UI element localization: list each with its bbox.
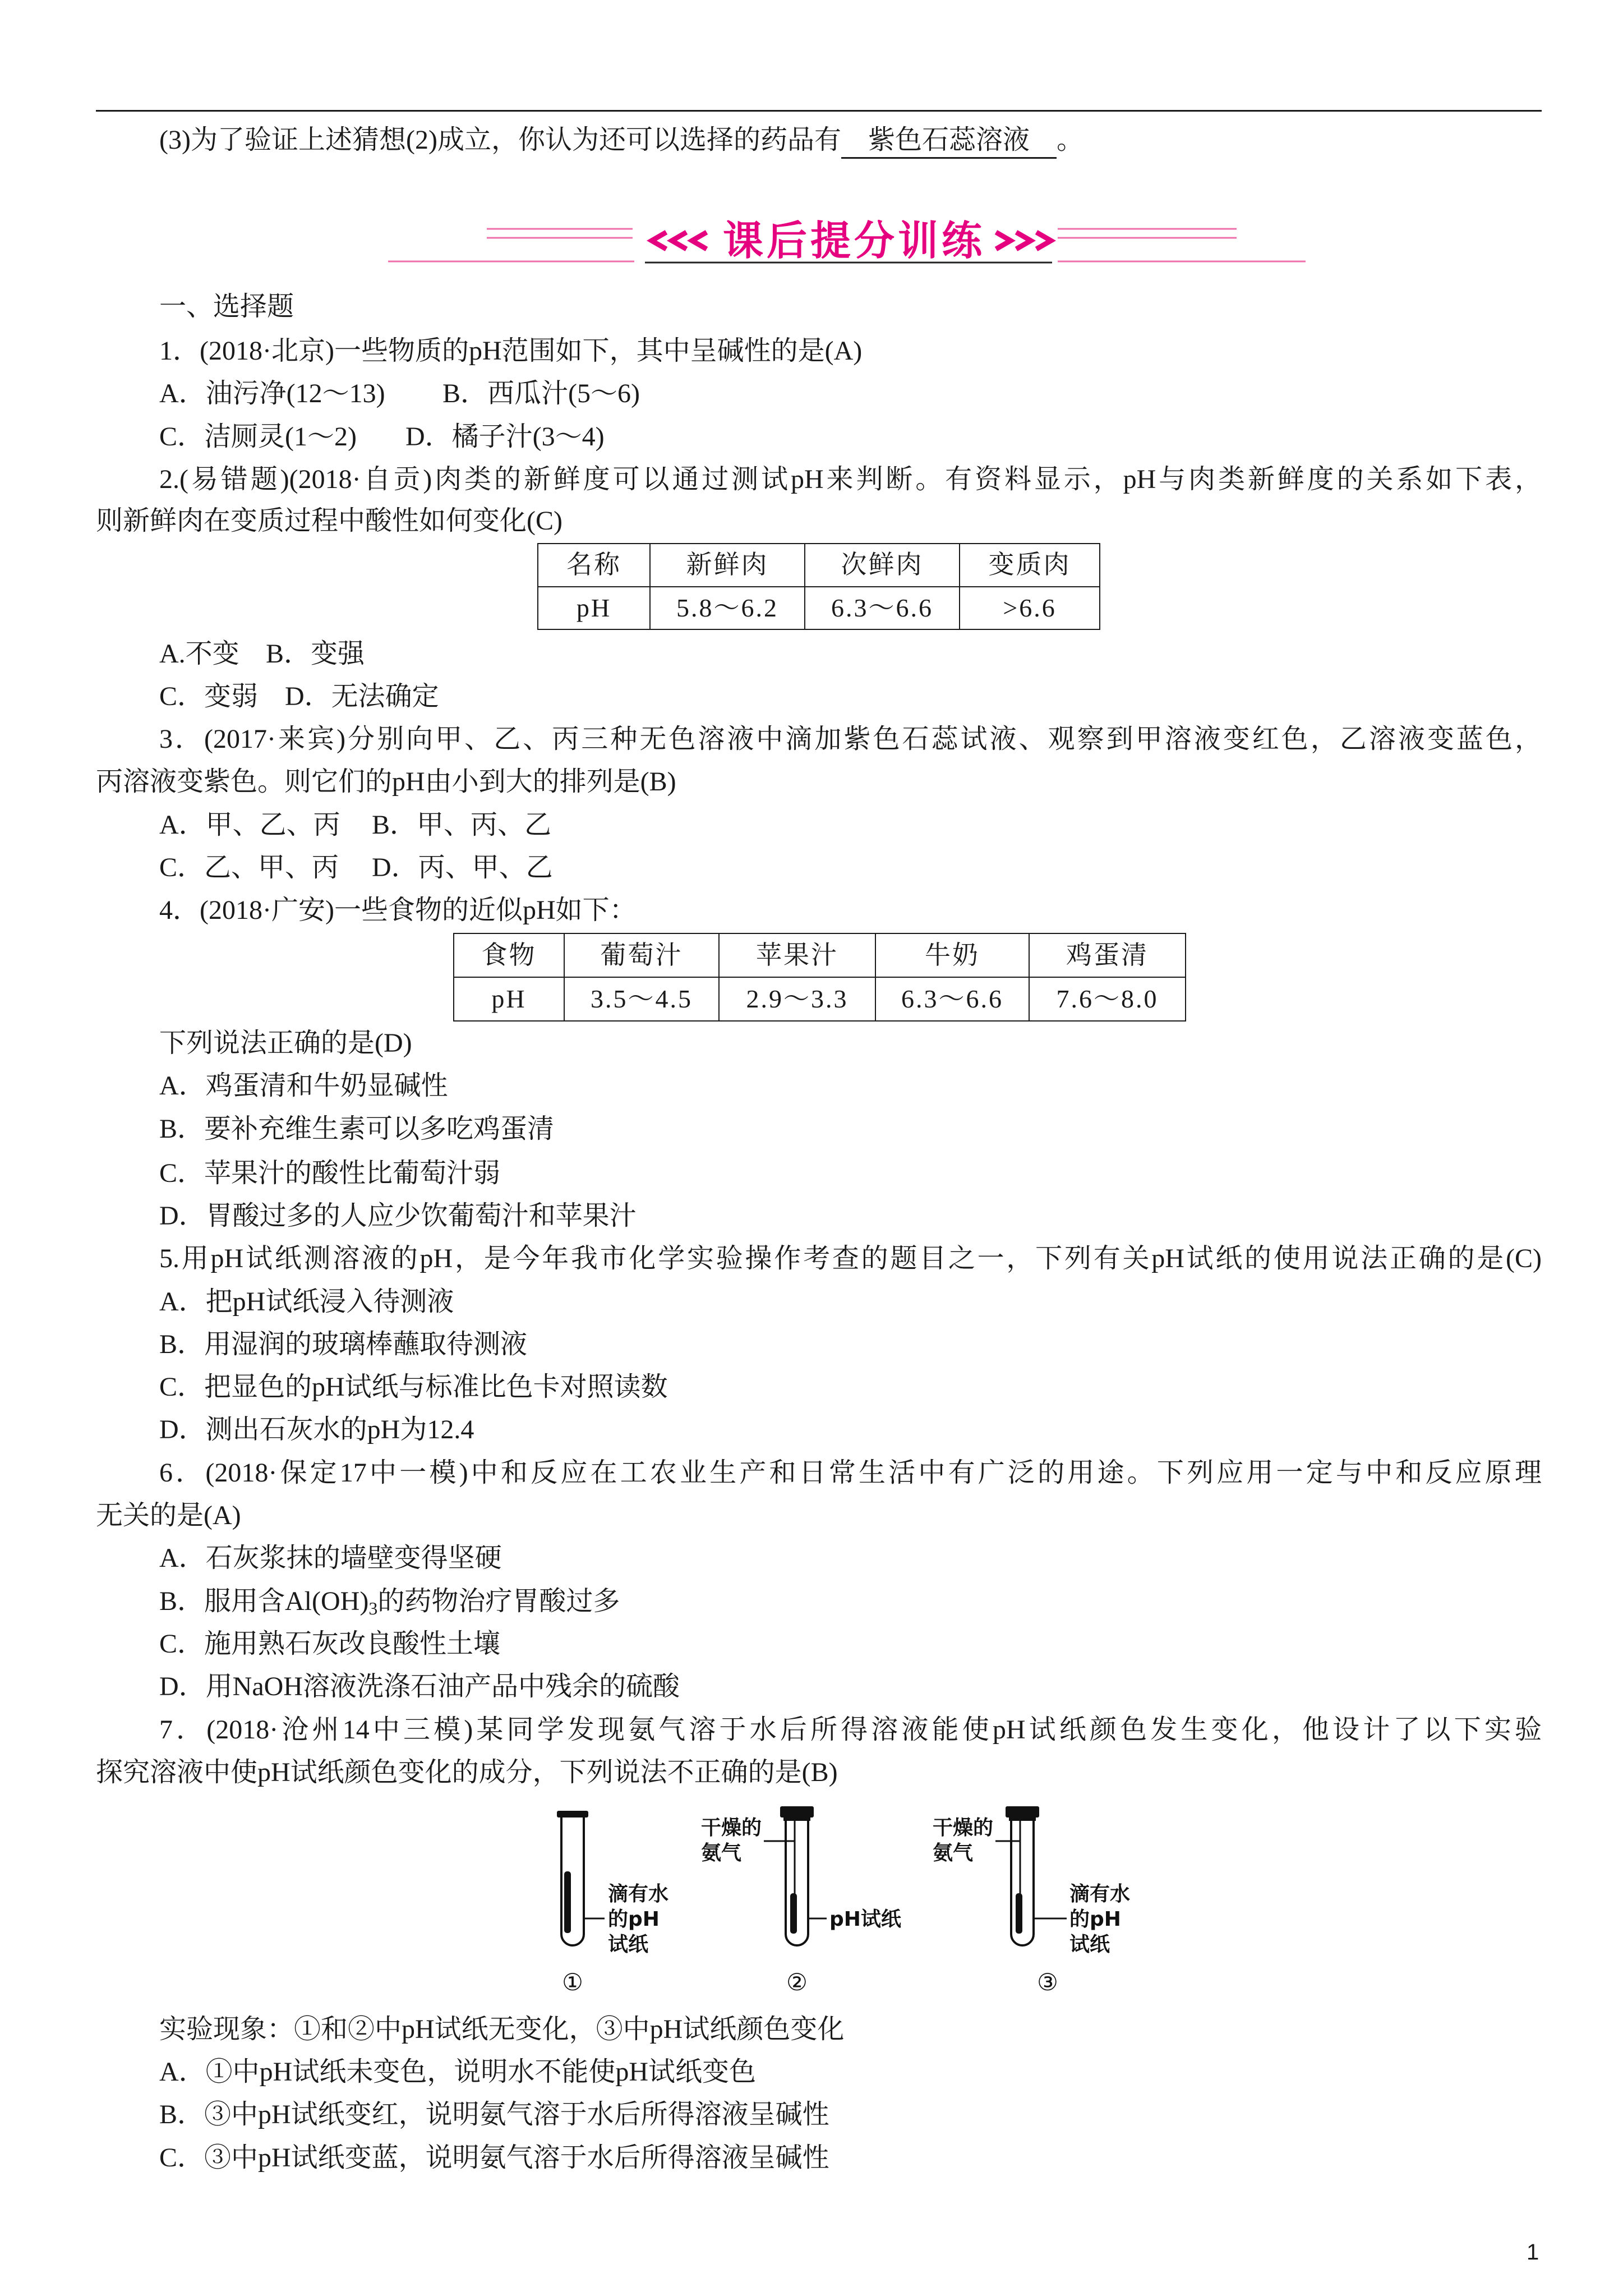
table-cell: 牛奶 — [875, 933, 1029, 977]
test-tube-1 — [557, 1811, 668, 1996]
tube-3-number: ③ — [1037, 1968, 1058, 1996]
q4-option-d: D．胃酸过多的人应少饮葡萄汁和苹果汁 — [159, 1201, 637, 1231]
q6-option-a: A．石灰浆抹的墙壁变得坚硬 — [159, 1543, 502, 1573]
q1-option-c: C．洁厕灵(1～2) — [159, 422, 357, 452]
banner-title: 课后提分训练 — [722, 217, 985, 264]
food-ph-table — [453, 933, 1186, 1022]
q2-option-a: A.不变 — [159, 639, 239, 669]
tube-2-right-label-line: pH试纸 — [829, 1908, 901, 1931]
tube-2-ph-paper — [790, 1893, 797, 1934]
tube-3-right-label-line: 试纸 — [1069, 1933, 1110, 1956]
tube-2-rim — [783, 1818, 810, 1821]
question-5-stem: 5.用pH试纸测溶液的pH，是今年我市化学实验操作考查的题目之一，下列有关pH试纸的使用说法正确的是(C) — [159, 1244, 1542, 1273]
tube-2-left-label-line: 干燥的 — [701, 1816, 762, 1839]
chevron-right-icon — [996, 232, 1051, 249]
q3-option-c: C．乙、甲、丙 — [159, 853, 339, 882]
q2-option-c: C．变弱 — [159, 682, 259, 711]
question-7-stem-cont: 探究溶液中使pH试纸颜色变化的成分，下列说法不正确的是(B) — [96, 1757, 838, 1787]
carryover-question-line — [159, 119, 1083, 162]
carryover-suffix: 。 — [1056, 125, 1083, 155]
q3-option-a: A．甲、乙、丙 — [159, 810, 340, 840]
question-6-stem: 6．(2018·保定17中一模)中和反应在工农业生产和日常生活中有广泛的用途。下列应用一定与中和反应原理 — [159, 1458, 1542, 1488]
table-cell: 2.9～3.3 — [719, 977, 875, 1021]
q7-option-b: B．③中pH试纸变红，说明氨气溶于水后所得溶液呈碱性 — [159, 2100, 829, 2129]
experiment-observation: 实验现象：①和②中pH试纸无变化，③中pH试纸颜色变化 — [159, 2014, 845, 2044]
table-cell: 5.8～6.2 — [650, 587, 805, 630]
carryover-text: (3)为了验证上述猜想(2)成立，你认为还可以选择的药品有 — [159, 125, 841, 155]
tube-1-right-label-line: 的pH — [608, 1908, 660, 1931]
tube-3-right-label-line: 的pH — [1069, 1908, 1121, 1931]
q6-option-b-text-cont: 的药物治疗胃酸过多 — [377, 1586, 620, 1616]
tube-2-stopper — [780, 1806, 814, 1818]
q6-option-b-subscript: 3 — [368, 1598, 378, 1618]
question-3-stem-cont: 丙溶液变紫色。则它们的pH由小到大的排列是(B) — [96, 767, 676, 797]
q1-option-d: D．橘子汁(3～4) — [405, 422, 605, 452]
table-cell: 鸡蛋清 — [1029, 933, 1186, 977]
tube-3-rim — [1009, 1818, 1036, 1821]
q4-option-a: A．鸡蛋清和牛奶显碱性 — [159, 1071, 448, 1101]
q5-option-b: B．用湿润的玻璃棒蘸取待测液 — [159, 1329, 528, 1359]
table-cell: 变质肉 — [960, 544, 1100, 587]
question-2-stem: 2.(易错题)(2018·自贡)肉类的新鲜度可以通过测试pH来判断。有资料显示，pH与肉类新鲜度的关系如下表， — [159, 464, 1542, 494]
question-7-stem: 7．(2018·沧州14中三模)某同学发现氨气溶于水后所得溶液能使pH试纸颜色发生变化，他设计了以下实验 — [159, 1715, 1542, 1745]
tube-1-ph-paper — [564, 1871, 571, 1933]
q6-option-b — [159, 1580, 620, 1623]
tube-2-number: ② — [786, 1968, 808, 1996]
tube-3-left-label-line: 干燥的 — [933, 1816, 994, 1839]
test-tube-2 — [701, 1806, 901, 1996]
tube-3-left-label-line: 氨气 — [933, 1842, 974, 1865]
table-cell: 葡萄汁 — [564, 933, 719, 977]
table-cell: 6.3～6.6 — [805, 587, 960, 630]
question-1-stem: 1．(2018·北京)一些物质的pH范围如下，其中呈碱性的是(A) — [159, 336, 863, 366]
tube-3-right-label-line: 滴有水 — [1069, 1883, 1131, 1906]
test-tube-3 — [933, 1806, 1130, 1996]
table-cell: 苹果汁 — [719, 933, 875, 977]
tube-1-right-label-line: 滴有水 — [608, 1883, 669, 1906]
q2-option-d: D．无法确定 — [285, 682, 439, 711]
q6-option-b-text: B．服用含Al(OH) — [159, 1586, 369, 1616]
table-cell: 食物 — [454, 933, 564, 977]
q3-option-d: D．丙、甲、乙 — [372, 853, 553, 882]
q1-option-a: A．油污净(12～13) — [159, 379, 385, 408]
q5-option-d: D．测出石灰水的pH为12.4 — [159, 1415, 474, 1444]
q5-option-c: C．把显色的pH试纸与标准比色卡对照读数 — [159, 1372, 668, 1402]
tube-2-left-label-line: 氨气 — [701, 1842, 742, 1865]
chevron-left-icon — [652, 232, 707, 249]
q6-option-c: C．施用熟石灰改良酸性土壤 — [159, 1629, 501, 1659]
table-cell: 新鲜肉 — [650, 544, 805, 587]
table-cell: 次鲜肉 — [805, 544, 960, 587]
table-header-row — [538, 544, 1100, 587]
question-4-stem: 4．(2018·广安)一些食物的近似pH如下： — [159, 895, 637, 925]
meat-freshness-table — [537, 543, 1100, 630]
q7-option-c: C．③中pH试纸变蓝，说明氨气溶于水后所得溶液呈碱性 — [159, 2143, 829, 2173]
table-header-row — [454, 933, 1186, 977]
table-cell: pH — [538, 587, 650, 630]
q7-option-a: A．①中pH试纸未变色，说明水不能使pH试纸变色 — [159, 2057, 756, 2087]
table-cell: pH — [454, 977, 564, 1021]
page-number: 1 — [1527, 2240, 1539, 2265]
q4-option-c: C．苹果汁的酸性比葡萄汁弱 — [159, 1158, 501, 1188]
tube-1-right-label-line: 试纸 — [608, 1933, 649, 1956]
test-tube-experiment-figure — [0, 1789, 1623, 2003]
section-heading: 一、选择题 — [159, 292, 294, 321]
table-row — [454, 977, 1186, 1021]
header-rule — [96, 110, 1542, 112]
q3-option-b: B．甲、丙、乙 — [372, 810, 552, 840]
table-cell: >6.6 — [960, 587, 1100, 630]
tube-3-ph-paper — [1016, 1893, 1022, 1934]
question-2-stem-cont: 则新鲜肉在变质过程中酸性如何变化(C) — [96, 506, 562, 536]
table-cell: 3.5～4.5 — [564, 977, 719, 1021]
tube-3-stopper — [1006, 1806, 1039, 1818]
question-6-stem-cont: 无关的是(A) — [96, 1501, 241, 1530]
q5-option-a: A．把pH试纸浸入待测液 — [159, 1287, 454, 1317]
q2-option-b: B．变强 — [266, 639, 365, 669]
tube-1-rim — [557, 1811, 588, 1818]
table-cell: 6.3～6.6 — [875, 977, 1029, 1021]
table-row — [538, 587, 1100, 630]
question-4-prompt: 下列说法正确的是(D) — [159, 1028, 412, 1058]
table-cell: 7.6～8.0 — [1029, 977, 1186, 1021]
tube-1-number: ① — [562, 1968, 583, 1996]
q6-option-d: D．用NaOH溶液洗涤石油产品中残余的硫酸 — [159, 1672, 680, 1701]
q1-option-b: B．西瓜汁(5～6) — [442, 379, 640, 408]
table-cell: 名称 — [538, 544, 650, 587]
q4-option-b: B．要补充维生素可以多吃鸡蛋清 — [159, 1114, 555, 1144]
question-3-stem: 3．(2017·来宾)分别向甲、乙、丙三种无色溶液中滴加紫色石蕊试液、观察到甲溶液变红色，乙溶液变蓝色， — [159, 724, 1542, 754]
answer-blank: 紫色石蕊溶液 — [841, 123, 1057, 159]
